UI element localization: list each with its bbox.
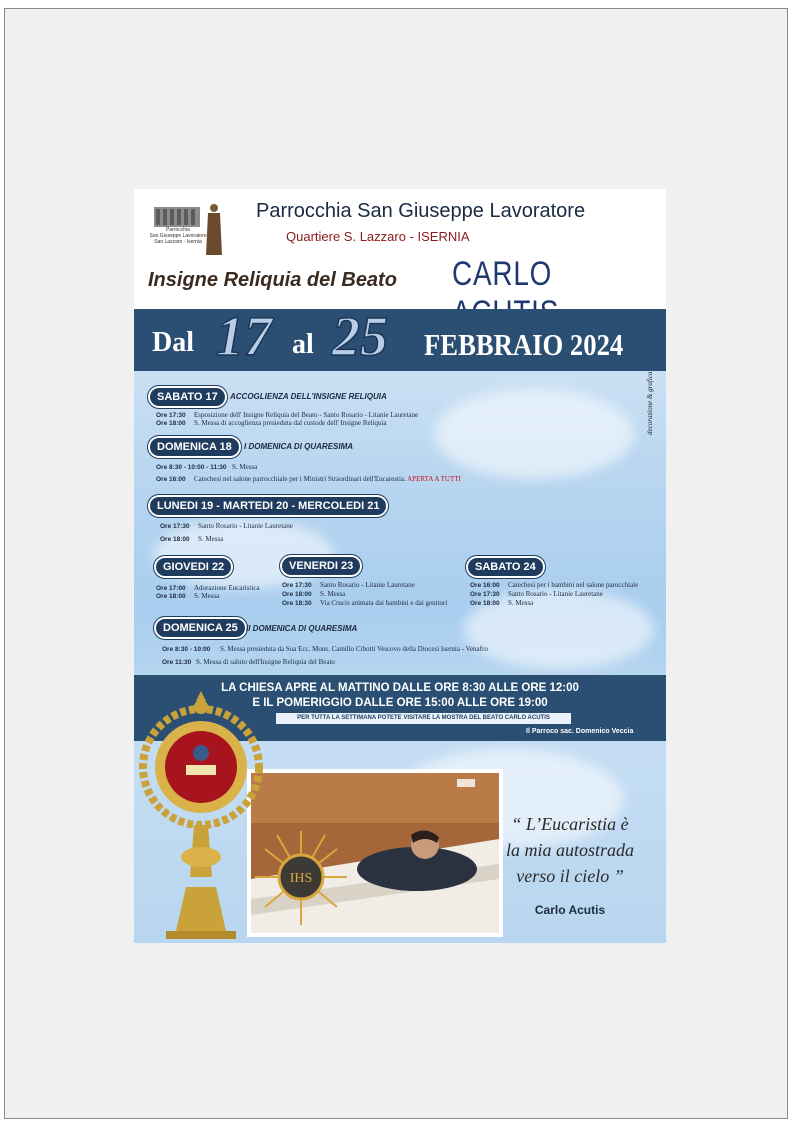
schedule-time: Ore 17:30 [156,412,186,419]
date-end: 25 [332,306,388,368]
schedule-time: Ore 18:00 [156,420,186,427]
logo-caption-line: Parrocchia [166,227,190,233]
schedule-text: Catechesi per i bambini nel salone parocchiale [508,581,639,589]
schedule-time: Ore 17:30 [160,523,190,530]
schedule-text: S. Messa presieduta da Sua Ecc. Mons. Camillo Cibotti Vescovo della Diocesi Isernia - Venafro [220,645,488,653]
schedule-text: S. Messa di saluto dell'Insigne Reliquia del Beato [196,658,335,666]
poster [134,189,666,943]
schedule-time: Ore 11:30 [162,659,192,666]
logo-caption [148,227,208,245]
schedule-time: Ore 18:30 [282,600,312,607]
day-pill-giovedi-22: GIOVEDI 22 [156,558,231,576]
quote-line: verso il cielo ” [516,866,624,886]
schedule-row [160,535,223,544]
opening-hours-morning: LA CHIESA APRE AL MATTINO DALLE ORE 8:30 ALLE ORE 12:00 [221,682,579,694]
schedule-text: Santo Rosario - Litanie Lauretane [320,581,415,589]
schedule-row [160,522,293,531]
day-pill-lun-mar-mer: LUNEDI 19 - MARTEDI 20 - MERCOLEDI 21 [150,497,386,515]
schedule-row [162,645,488,654]
schedule-text: S. Messa [508,599,534,607]
reliquary-image [136,687,266,943]
day-subtitle: ACCOGLIENZA DELL'INSIGNE RELIQUIA [230,392,387,401]
schedule-text: S. Messa di accoglienza presieduta dal custode dell' Insigne Reliquia [194,419,387,427]
schedule-time: Ore 17:00 [156,585,186,592]
title-prefix: Insigne Reliquia del Beato [148,269,397,291]
date-month-year: FEBBRAIO 2024 [424,327,624,362]
day-subtitle: II DOMENICA DI QUARESIMA [246,624,358,633]
schedule-row [282,581,415,590]
schedule-time: Ore 18:00 [470,600,500,607]
schedule-time: Ore 16:00 [156,476,186,483]
schedule-time: Ore 18:00 [282,591,312,598]
day-pill-sabato-24: SABATO 24 [468,558,543,576]
schedule-text: Esposizione dell' Insigne Reliquia del Beato - Santo Rosario - Litanie Lauretane [194,411,419,419]
schedule-row [470,599,533,608]
date-start: 17 [216,306,272,368]
schedule-time: Ore 16:00 [470,582,500,589]
schedule-row [156,419,387,428]
schedule-time: Ore 17:30 [470,591,500,598]
logo-caption-line: San Giuseppe Lavoratore [149,233,207,239]
day-pill-sabato-17: SABATO 17 [150,388,225,406]
day-pill-venerdi-23: VENERDI 23 [282,557,360,575]
schedule-time: Ore 18:00 [156,593,186,600]
decor-credit: decorazione & grafica [646,371,654,435]
schedule-time: Ore 8:30 - 10:00 [162,646,211,653]
schedule-row [470,590,603,599]
schedule-row [156,475,461,484]
day-subtitle: I DOMENICA DI QUARESIMA [244,442,354,451]
schedule-time: Ore 8:30 - 10:00 - 11:30 [156,464,227,471]
quote-line: la mia autostrada [505,840,634,860]
schedule-text: Santo Rosario - Litanie Lauretane [508,590,603,598]
logo-caption-line: San Lazzaro - Isernia [154,239,202,245]
schedule-row [282,590,345,599]
schedule-text: Adorazione Eucaristica [194,584,260,592]
schedule-text: Santo Rosario - Litanie Lauretane [198,522,293,530]
open-to-all-badge: APERTA A TUTTI [407,475,461,483]
schedule-row [282,599,447,608]
parish-quarter: Quartiere S. Lazzaro - ISERNIA [286,229,470,244]
quote [500,811,640,889]
parroco-signature: Il Parroco sac. Domenico Veccia [526,728,634,735]
schedule-text: Via Crucis animata dai bambini e dai genitori [320,599,448,607]
schedule-time: Ore 18:00 [160,536,190,543]
schedule-row [162,658,335,667]
date-al: al [292,329,314,360]
schedule-row [156,463,257,472]
schedule-time: Ore 17:30 [282,582,312,589]
opening-hours-afternoon: E IL POMERIGGIO DALLE ORE 15:00 ALLE ORE 19:00 [252,697,548,709]
ihs-monogram: IHS [289,871,313,886]
schedule-text: S. Messa [232,463,258,471]
schedule-row [156,592,219,601]
schedule-row [470,581,638,590]
schedule-text: S. Messa [198,535,224,543]
exhibition-notice: PER TUTTA LA SETTIMANA POTETE VISITARE LA MOSTRA DEL BEATO CARLO ACUTIS [276,713,571,724]
day-pill-domenica-18: DOMENICA 18 [150,438,239,456]
cloud [434,389,634,479]
schedule-text: S. Messa [194,592,220,600]
schedule-text: Catechesi nel salone parrocchiale per i Ministri Straordinari dell'Eucarestia. [194,475,406,483]
title-name: CARLO [452,255,553,293]
relic-photo [247,769,503,937]
parish-name: Parrocchia San Giuseppe Lavoratore [256,200,586,222]
day-pill-domenica-25: DOMENICA 25 [156,619,245,637]
schedule-text: S. Messa [320,590,346,598]
date-dal: Dal [152,327,194,358]
quote-line: “ L’Eucaristia è [511,814,629,834]
quote-author: Carlo Acutis [534,903,606,917]
